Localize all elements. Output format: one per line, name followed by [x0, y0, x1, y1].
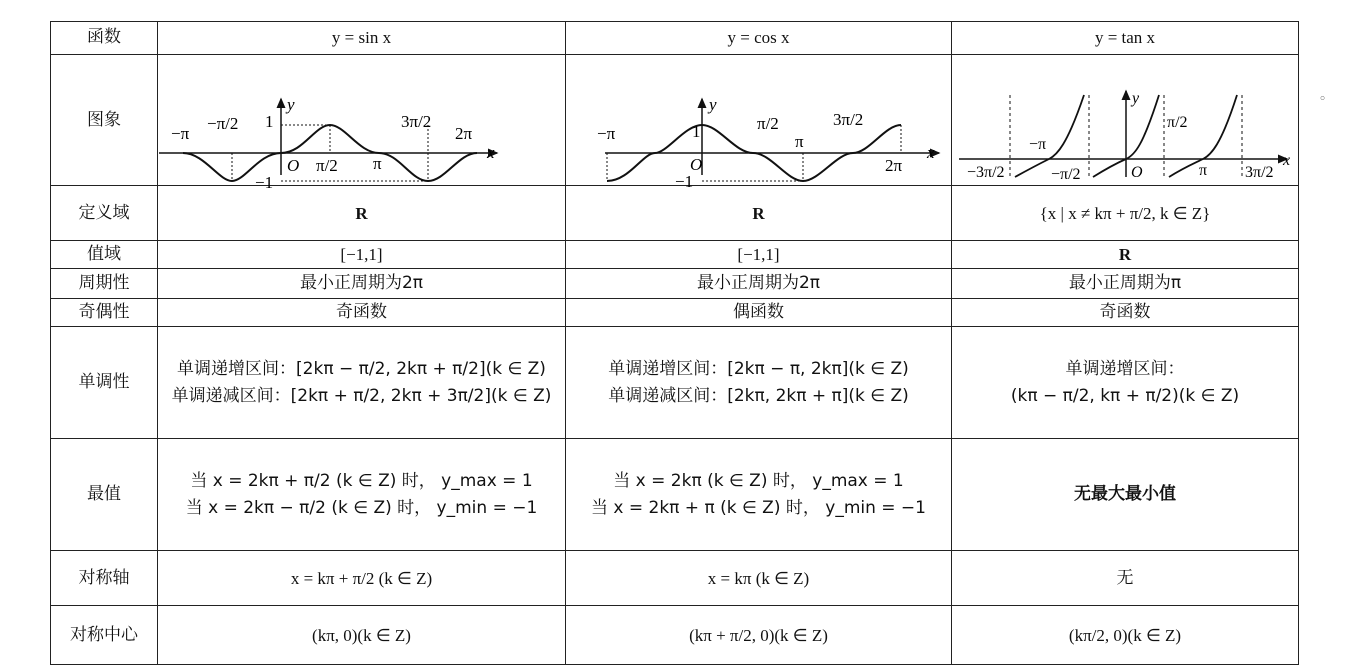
cos-range: [−1,1] [566, 241, 952, 269]
sin-label-origin: O [286, 156, 299, 175]
sin-monotonic [158, 327, 566, 439]
center-row [51, 606, 1299, 665]
cos-label-origin: O [689, 155, 702, 174]
sin-parity: 奇函数 [158, 299, 566, 327]
tan-label-origin: O [1130, 164, 1143, 181]
cos-parity: 偶函数 [566, 299, 952, 327]
row-header-period: 周期性 [51, 269, 158, 299]
cos-label-neg-one: −1 [674, 172, 693, 191]
sin-axis: x = kπ + π/2 (k ∈ Z) [158, 551, 566, 606]
cos-label-three-half-pi: 3π/2 [832, 110, 863, 129]
range-row [51, 241, 1299, 269]
tan-label-half-pi: π/2 [1166, 114, 1188, 131]
sin-extrema [158, 439, 566, 551]
extrema-row [51, 439, 1299, 551]
row-header-center: 对称中心 [51, 606, 158, 665]
cos-curve [607, 125, 901, 181]
cos-label-half-pi: π/2 [756, 114, 779, 133]
header-row [51, 22, 1299, 55]
cos-label-neg-pi: −π [596, 124, 615, 143]
cos-maximum: 当 x = 2kπ (k ∈ Z) 时， y_max = 1 [613, 470, 904, 491]
tan-graph-cell [952, 55, 1299, 186]
tan-increasing-label: 单调递增区间： [1065, 358, 1185, 379]
sin-label-two-pi: 2π [454, 124, 472, 143]
row-header-axis: 对称轴 [51, 551, 158, 606]
sin-domain: R [158, 186, 566, 241]
tan-graph [953, 55, 1298, 183]
row-header-range: 值域 [51, 241, 158, 269]
sin-label-neg-pi: −π [170, 124, 189, 143]
tan-extrema: 无最大最小值 [952, 439, 1299, 551]
tan-axis: 无 [952, 551, 1299, 606]
tan-label-y: y [1131, 90, 1139, 107]
tan-domain: {x | x ≠ kπ + π/2, k ∈ Z} [952, 186, 1299, 241]
cos-label-pi: π [794, 132, 804, 151]
tan-center: (kπ/2, 0)(k ∈ Z) [952, 606, 1299, 665]
monotonic-row [51, 327, 1299, 439]
sin-minimum: 当 x = 2kπ − π/2 (k ∈ Z) 时， y_min = −1 [185, 497, 538, 518]
sin-decreasing-interval: 单调递减区间：[2kπ + π/2, 2kπ + 3π/2](k ∈ Z) [171, 385, 552, 406]
sin-range: [−1,1] [158, 241, 566, 269]
sin-graph-cell [158, 55, 566, 192]
tan-label-neg-pi: −π [1028, 136, 1046, 153]
row-header-graph: 图象 [51, 55, 158, 186]
cos-period: 最小正周期为2π [566, 269, 952, 299]
cos-label-two-pi: 2π [884, 156, 902, 175]
column-sin-header: y = sin x [158, 22, 566, 55]
row-header-function: 函数 [51, 22, 158, 55]
cos-center: (kπ + π/2, 0)(k ∈ Z) [566, 606, 952, 665]
tan-branch [1015, 95, 1084, 177]
cos-axis: x = kπ (k ∈ Z) [566, 551, 952, 606]
graph-row [51, 55, 1299, 186]
cos-label-one: 1 [691, 122, 700, 141]
sin-label-one: 1 [264, 112, 273, 131]
sin-label-neg-half-pi: −π/2 [206, 114, 238, 133]
trig-functions-table [50, 21, 1299, 665]
cos-graph [567, 55, 951, 191]
sin-label-y: y [286, 95, 295, 114]
cos-decreasing-interval: 单调递减区间：[2kπ, 2kπ + π](k ∈ Z) [608, 385, 909, 406]
tan-range: R [952, 241, 1299, 269]
row-header-parity: 奇偶性 [51, 299, 158, 327]
sin-label-pi: π [372, 154, 382, 173]
cos-minimum: 当 x = 2kπ + π (k ∈ Z) 时， y_min = −1 [590, 497, 926, 518]
cos-label-x: x [926, 143, 935, 162]
sin-label-neg-one: −1 [254, 173, 273, 192]
cos-domain: R [566, 186, 952, 241]
row-header-domain: 定义域 [51, 186, 158, 241]
tan-monotonic [952, 327, 1299, 439]
cos-extrema [566, 439, 952, 551]
tan-label-three-half-pi: 3π/2 [1244, 164, 1274, 181]
period-row [51, 269, 1299, 299]
sin-label-half-pi: π/2 [315, 156, 338, 175]
column-cos-header: y = cos x [566, 22, 952, 55]
tan-label-x: x [1282, 152, 1290, 169]
sin-center: (kπ, 0)(k ∈ Z) [158, 606, 566, 665]
sin-period: 最小正周期为2π [158, 269, 566, 299]
tan-label-neg-half-pi: −π/2 [1050, 166, 1081, 183]
sin-increasing-interval: 单调递增区间：[2kπ − π/2, 2kπ + π/2](k ∈ Z) [177, 358, 546, 379]
tan-increasing-interval: (kπ − π/2, kπ + π/2)(k ∈ Z) [1010, 385, 1240, 406]
cos-graph-cell [566, 55, 952, 191]
cos-monotonic [566, 327, 952, 439]
tan-parity: 奇函数 [952, 299, 1299, 327]
axis-row [51, 551, 1299, 606]
cos-label-y: y [708, 95, 717, 114]
tan-label-pi: π [1198, 162, 1207, 179]
cos-increasing-interval: 单调递增区间：[2kπ − π, 2kπ](k ∈ Z) [608, 358, 909, 379]
sin-label-three-half-pi: 3π/2 [400, 112, 431, 131]
row-header-extrema: 最值 [51, 439, 158, 551]
tan-period: 最小正周期为π [952, 269, 1299, 299]
sin-graph [159, 55, 565, 192]
tan-label-neg-three-half-pi: −3π/2 [966, 164, 1005, 181]
stray-dot: 。 [1320, 87, 1334, 103]
domain-row [51, 186, 1299, 241]
sin-label-x: x [486, 143, 495, 162]
sin-maximum: 当 x = 2kπ + π/2 (k ∈ Z) 时， y_max = 1 [190, 470, 533, 491]
parity-row [51, 299, 1299, 327]
column-tan-header: y = tan x [952, 22, 1299, 55]
row-header-monotonic: 单调性 [51, 327, 158, 439]
